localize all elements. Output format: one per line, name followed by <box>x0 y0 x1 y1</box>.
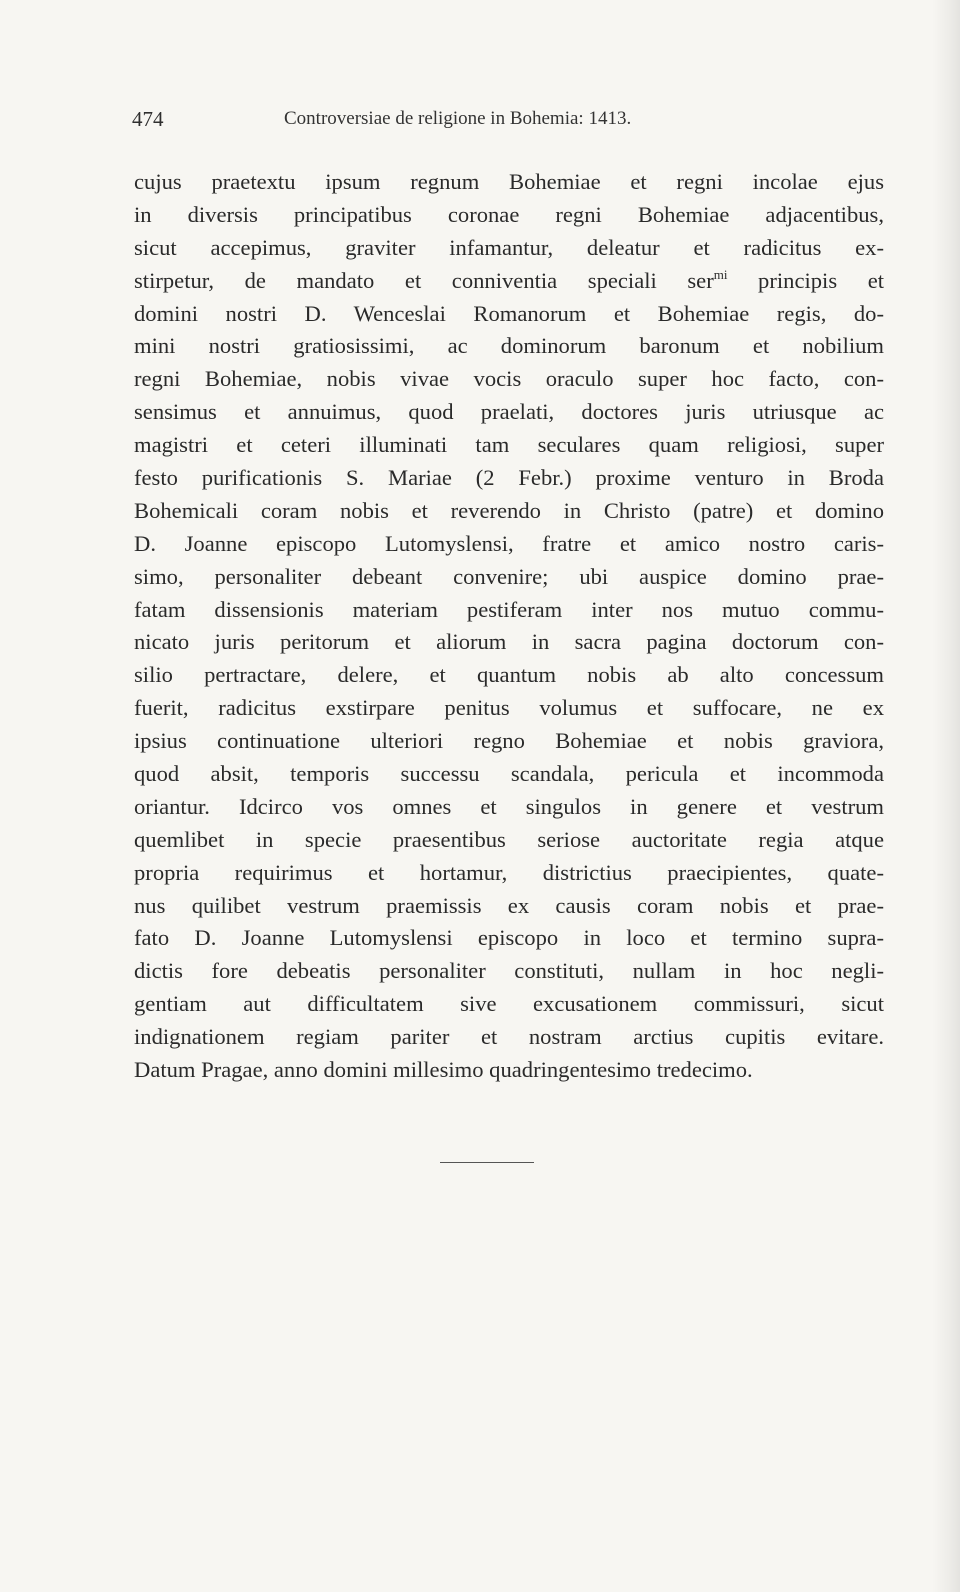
page-number: 474 <box>132 107 164 131</box>
page-header <box>132 104 720 134</box>
running-title: Controversiae de religione in Bohemia: 1413. <box>284 108 632 129</box>
text-line: cujus praetextu ipsum regnum Bohemiae et regni incolae ejus <box>134 169 884 194</box>
text-line: sensimus et annuimus, quod praelati, doctores juris utriusque ac <box>134 399 884 425</box>
text-line: regni Bohemiae, nobis vivae vocis oraculo super hoc facto, con- <box>134 366 884 392</box>
text-line: nus quilibet vestrum praemissis ex causis coram nobis et prae- <box>134 892 884 918</box>
text-line-last: Datum Pragae, anno domini millesimo quadringentesimo tredecimo. <box>134 1057 753 1083</box>
text-line: mini nostri gratiosissimi, ac dominorum baronum et nobilium <box>134 333 884 359</box>
text-line: in diversis principatibus coronae regni Bohemiae adjacentibus, <box>134 201 884 227</box>
superscript-abbreviation: mi <box>713 266 728 282</box>
text-line: fatam dissensionis materiam pestiferam inter nos mutuo commu- <box>134 596 884 622</box>
text-line: simo, personaliter debeant convenire; ubi auspice domino prae- <box>134 563 884 589</box>
text-line: D. Joanne episcopo Lutomyslensi, fratre et amico nostro caris- <box>134 530 884 556</box>
body-text <box>134 166 884 1087</box>
text-line: Bohemicali coram nobis et reverendo in Christo (patre) et domino <box>134 497 884 523</box>
text-line-with-superscript <box>134 265 884 298</box>
text-line: sicut accepimus, graviter infamantur, deleatur et radicitus ex- <box>134 234 884 260</box>
text-line: domini nostri D. Wenceslai Romanorum et Bohemiae regis, do- <box>134 300 884 326</box>
text-line: quod absit, temporis successu scandala, pericula et incommoda <box>134 761 884 787</box>
text-line-start: stirpetur, de mandato et conniventia speciali ser <box>134 267 714 293</box>
text-line: propria requirimus et hortamur, districtius praecipientes, quate- <box>134 859 884 885</box>
text-line: festo purificationis S. Mariae (2 Febr.) proxime venturo in Broda <box>134 465 884 491</box>
text-line: dictis fore debeatis personaliter constituti, nullam in hoc negli- <box>134 958 884 984</box>
text-line: indignationem regiam pariter et nostram arctius cupitis evitare. <box>134 1024 884 1050</box>
text-line: magistri et ceteri illuminati tam seculares quam religiosi, super <box>134 432 884 458</box>
text-line: fuerit, radicitus exstirpare penitus volumus et suffocare, ne ex <box>134 695 884 721</box>
text-line: quemlibet in specie praesentibus seriose auctoritate regia atque <box>134 826 884 852</box>
text-line: nicato juris peritorum et aliorum in sacra pagina doctorum con- <box>134 629 884 655</box>
text-line: fato D. Joanne Lutomyslensi episcopo in loco et termino supra- <box>134 925 884 951</box>
text-line: oriantur. Idcirco vos omnes et singulos in genere et vestrum <box>134 793 884 819</box>
text-line: silio pertractare, delere, et quantum nobis ab alto concessum <box>134 662 884 688</box>
end-rule-divider <box>440 1162 534 1163</box>
text-line-end: principis et <box>727 267 885 293</box>
text-line: gentiam aut difficultatem sive excusationem commissuri, sicut <box>134 991 884 1017</box>
page-edge-shadow <box>932 0 960 1592</box>
text-line: ipsius continuatione ulteriori regno Bohemiae et nobis graviora, <box>134 728 884 754</box>
